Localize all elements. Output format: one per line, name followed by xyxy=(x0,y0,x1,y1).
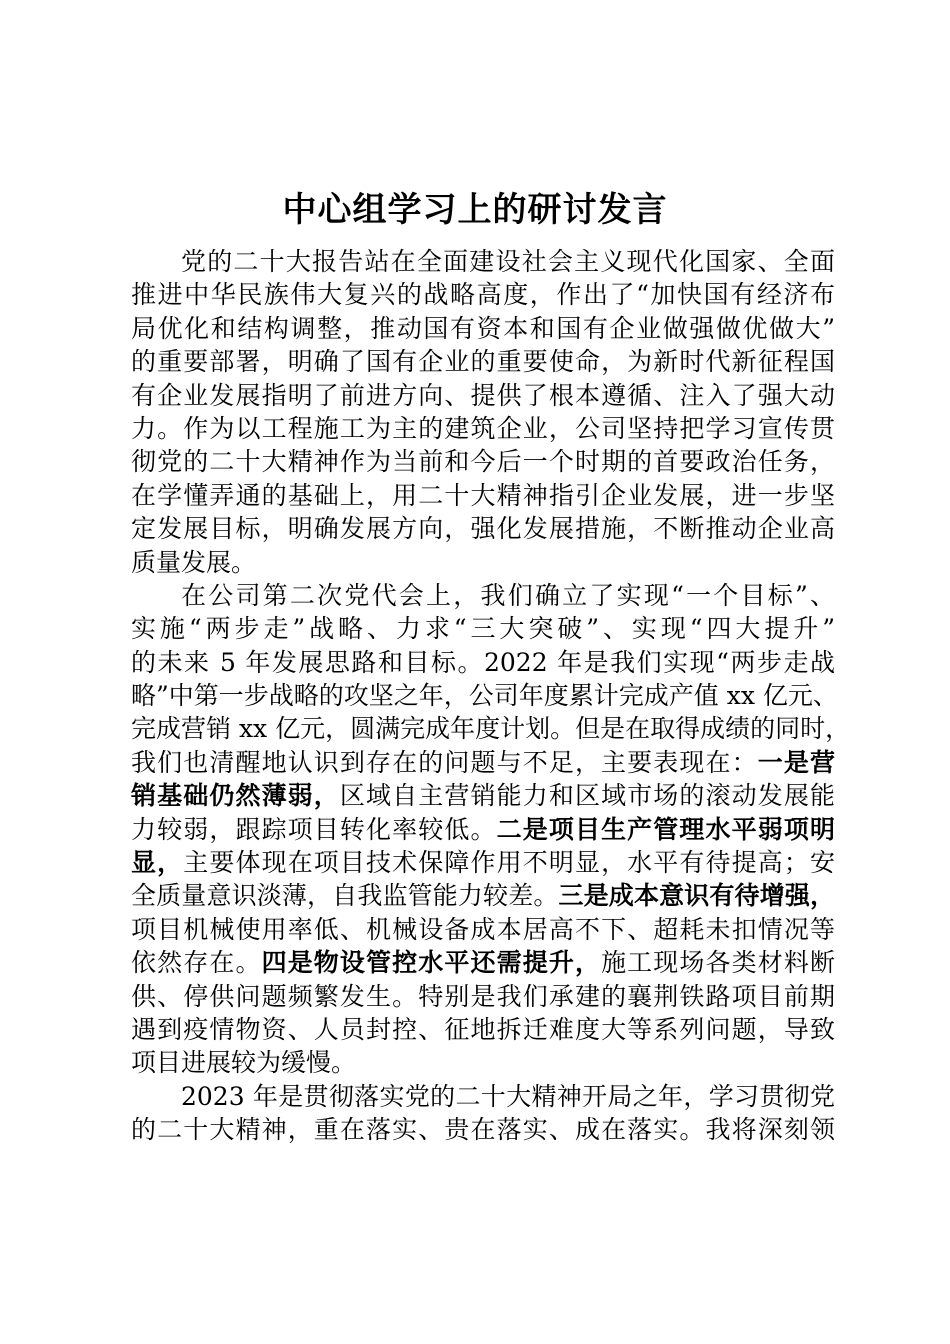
text-line xyxy=(131,345,835,378)
text-line xyxy=(131,546,835,579)
text-run: 在学懂弄通的基础上，用二十大精神指引企业发展，进一步坚 xyxy=(131,480,835,510)
text-line xyxy=(131,846,835,879)
text-run: 局优化和结构调整，推动国有资本和国有企业做强做优做大” xyxy=(131,313,835,343)
text-line xyxy=(131,913,835,946)
document-title: 中心组学习上的研讨发言 xyxy=(282,190,668,230)
paragraph xyxy=(131,1080,835,1147)
text-line xyxy=(131,1046,835,1079)
text-run: 主要体现在项目技术保障作用不明显，水平有待提高；安 xyxy=(183,848,835,878)
bold-text: 四是物设管控水平还需提升， xyxy=(261,948,602,978)
bold-text: 二是项目生产管理水平弱项明 xyxy=(496,814,835,844)
text-line xyxy=(131,980,835,1013)
text-run: 略”中第一步战略的攻坚之年，公司年度累计完成产值 xx 亿元、 xyxy=(131,681,838,711)
text-line xyxy=(131,512,835,545)
document-body xyxy=(131,245,851,1147)
text-run: 项目机械使用率低、机械设备成本居高不下、超耗未扣情况等 xyxy=(131,914,835,944)
bold-text: 三是成本意识有待增强， xyxy=(558,881,835,911)
text-line xyxy=(131,679,838,712)
text-run: 在公司第二次党代会上，我们确立了实现“一个目标”、 xyxy=(181,580,835,610)
bold-text: 显， xyxy=(131,848,184,878)
text-line xyxy=(131,445,835,478)
text-line xyxy=(131,879,835,912)
text-run: 力。作为以工程施工为主的建筑企业，公司坚持把学习宣传贯 xyxy=(131,413,835,443)
text-run: 完成营销 xx 亿元，圆满完成年度计划。但是在取得成绩的同时， xyxy=(131,714,851,744)
text-line xyxy=(131,312,835,345)
text-line xyxy=(131,479,835,512)
bold-text: 一是营 xyxy=(757,747,835,777)
text-run: 项目进展较为缓慢。 xyxy=(131,1048,357,1078)
text-line xyxy=(131,1080,835,1113)
text-run: 力较弱，跟踪项目转化率较低。 xyxy=(131,814,497,844)
text-run: 依然存在。 xyxy=(131,948,262,978)
text-line xyxy=(131,245,835,278)
text-line xyxy=(131,1113,835,1146)
text-line xyxy=(131,579,835,612)
text-line xyxy=(131,813,835,846)
text-run: 区域自主营销能力和区域市场的滚动发展能 xyxy=(339,781,835,811)
text-run: 的未来 5 年发展思路和目标。2022 年是我们实现“两步走战 xyxy=(131,647,835,677)
text-line xyxy=(131,746,835,779)
text-run: 的二十大精神，重在落实、贵在落实、成在落实。我将深刻领 xyxy=(131,1115,835,1145)
text-line xyxy=(131,779,835,812)
text-run: 施工现场各类材料断 xyxy=(601,948,835,978)
text-line xyxy=(131,412,835,445)
text-line xyxy=(131,646,835,679)
bold-text: 销基础仍然薄弱， xyxy=(131,781,340,811)
text-run: 供、停供问题频繁发生。特别是我们承建的襄荆铁路项目前期 xyxy=(131,981,835,1011)
text-run: 有企业发展指明了前进方向、提供了根本遵循、注入了强大动 xyxy=(131,380,835,410)
text-run: 质量发展。 xyxy=(131,547,257,577)
text-run: 遇到疫情物资、人员封控、征地拆迁难度大等系列问题，导致 xyxy=(131,1014,835,1044)
text-line xyxy=(131,612,835,645)
text-run: 彻党的二十大精神作为当前和今后一个时期的首要政治任务， xyxy=(131,447,835,477)
text-line xyxy=(131,379,835,412)
text-run: 全质量意识淡薄，自我监管能力较差。 xyxy=(131,881,559,911)
paragraph xyxy=(131,245,835,579)
text-line xyxy=(131,1013,835,1046)
text-line xyxy=(131,712,851,745)
text-run: 推进中华民族伟大复兴的战略高度，作出了“加快国有经济布 xyxy=(131,280,835,310)
text-run: 实施“两步走”战略、力求“三大突破”、实现“四大提升” xyxy=(131,614,835,644)
text-run: 党的二十大报告站在全面建设社会主义现代化国家、全面 xyxy=(181,247,835,276)
text-line xyxy=(131,278,835,311)
text-run: 我们也清醒地认识到存在的问题与不足，主要表现在： xyxy=(131,747,758,777)
text-line xyxy=(131,946,835,979)
paragraph xyxy=(131,579,851,1080)
text-run: 定发展目标，明确发展方向，强化发展措施，不断推动企业高 xyxy=(131,514,835,544)
text-run: 2023 年是贯彻落实党的二十大精神开局之年，学习贯彻党 xyxy=(181,1081,835,1111)
text-run: 的重要部署，明确了国有企业的重要使命，为新时代新征程国 xyxy=(131,347,835,377)
